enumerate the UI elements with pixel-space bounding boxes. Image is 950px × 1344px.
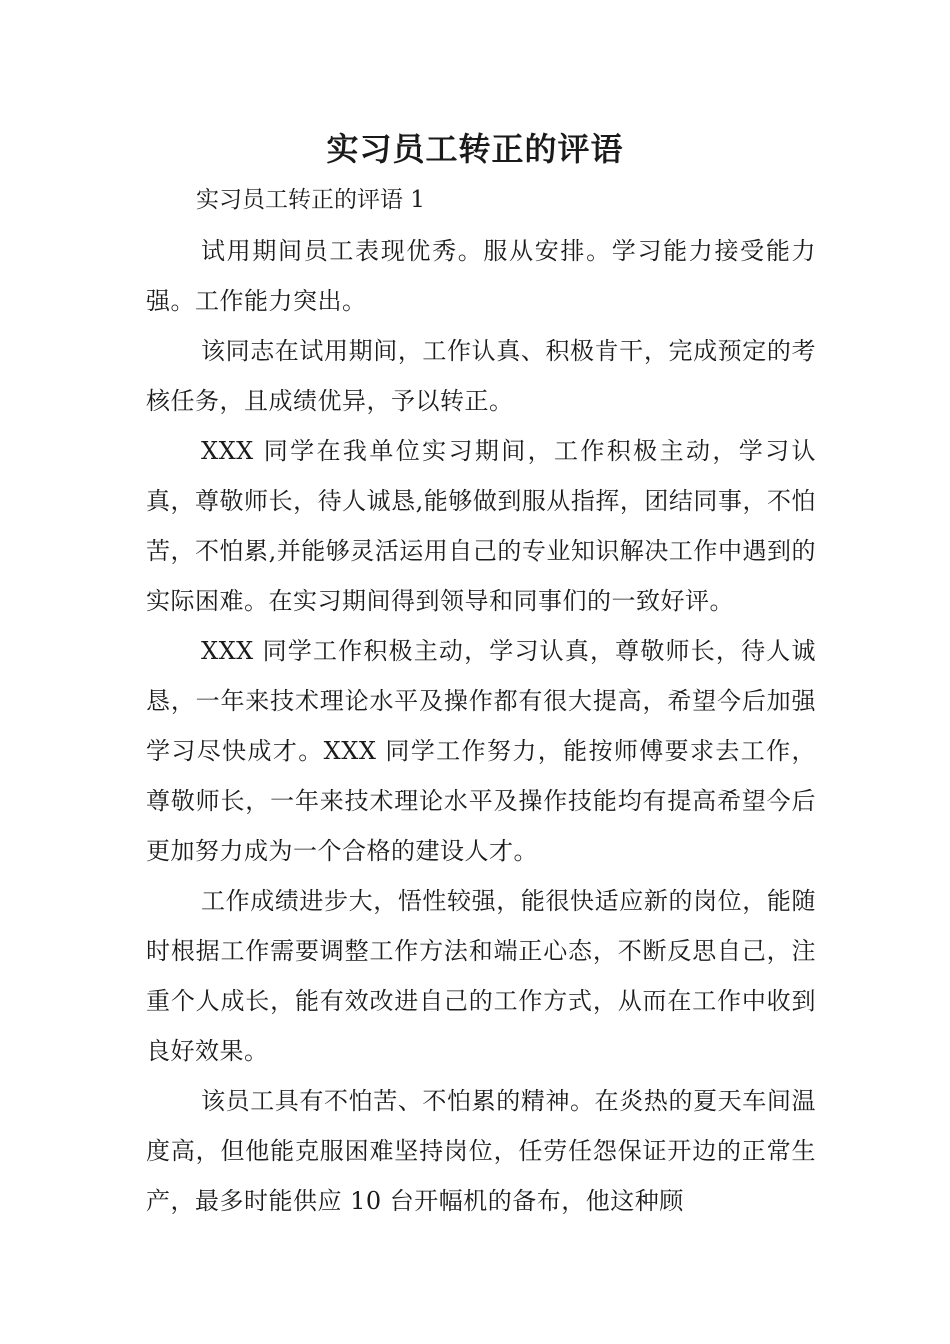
paragraph-5: 工作成绩进步大，悟性较强，能很快适应新的岗位，能随时根据工作需要调整工作方法和端正心态，不断反思自己，注重个人成长，能有效改进自己的工作方式，从而在工作中收到良好效果。 [146, 887, 816, 1065]
paragraph-3: XXX 同学在我单位实习期间，工作积极主动，学习认真，尊敬师长，待人诚恳,能够做到服从指挥，团结同事，不怕苦，不怕累,并能够灵活运用自己的专业知识解决工作中遇到的实际困难。在实习期间得到领导和同事们的一致好评。 [146, 437, 816, 615]
document-title: 实习员工转正的评语 [326, 130, 624, 168]
paragraph-4: XXX 同学工作积极主动，学习认真，尊敬师长，待人诚恳，一年来技术理论水平及操作都有很大提高，希望今后加强学习尽快成才。XXX 同学工作努力，能按师傅要求去工作，尊敬师长，一年来技术理论水平及操作技能均有提高希望今后更加努力成为一个合格的建设人才。 [146, 637, 816, 865]
paragraph-2: 该同志在试用期间，工作认真、积极肯干，完成预定的考核任务，且成绩优异，予以转正。 [146, 337, 816, 415]
document-body [146, 226, 816, 1226]
paragraph-6: 该员工具有不怕苦、不怕累的精神。在炎热的夏天车间温度高，但他能克服困难坚持岗位，任劳任怨保证开边的正常生产，最多时能供应 10 台开幅机的备布，他这种顾 [146, 1087, 816, 1215]
section-heading: 实习员工转正的评语 1 [196, 187, 425, 213]
paragraph-1: 试用期间员工表现优秀。服从安排。学习能力接受能力强。工作能力突出。 [146, 237, 816, 315]
